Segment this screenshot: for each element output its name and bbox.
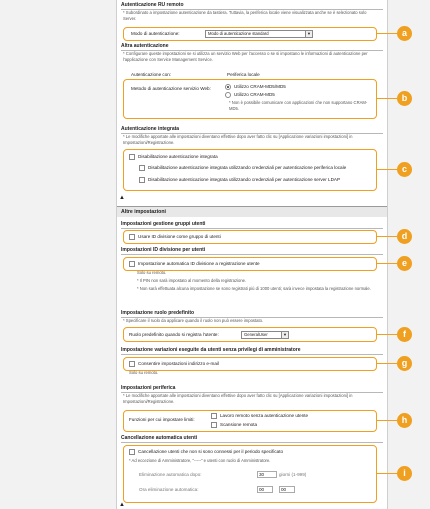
- auth-with-header: Autenticazione con:: [131, 72, 172, 77]
- radio-selected-icon: [225, 84, 231, 90]
- auto-delete-minute-input[interactable]: 00: [279, 486, 295, 493]
- default-role-value: GeneralUser: [244, 332, 268, 337]
- callout-badge-g: g: [397, 356, 412, 371]
- callout-line-a: [376, 33, 397, 34]
- auto-delete-after-label: Eliminazione automatica dopo:: [139, 472, 202, 477]
- callout-badge-c: c: [397, 162, 412, 177]
- callout-line-d: [376, 236, 397, 237]
- collapse-up-icon[interactable]: ▲: [119, 195, 125, 201]
- division-id-note-2: * Il PIN non sarà impostato al momento della registrazione.: [137, 278, 247, 283]
- limit-functions-label: Funzioni per cui impostare limiti:: [129, 417, 195, 422]
- chevron-down-icon: ▼: [281, 332, 288, 338]
- callout-line-g: [376, 363, 397, 364]
- checkbox-icon: [129, 261, 135, 267]
- callout-badge-a: a: [397, 26, 412, 41]
- cb-auto-delete-users[interactable]: Cancellazione utenti che non si sono connessi per il periodo specificato: [129, 449, 283, 455]
- cb-disable-integrated-ldap[interactable]: Disabilitazione autenticazione integrata utilizzando credenziali per autenticazione server LDAP: [139, 177, 340, 183]
- remote-auth-note: * Subordinato a impostazione autenticazione da tastiera. Tuttavia, la periferica locale viene visualizzata anche se è selezionato solo Server.: [123, 10, 367, 21]
- checkbox-icon: [129, 449, 135, 455]
- callout-line-b: [376, 98, 397, 99]
- callout-badge-i: i: [397, 466, 412, 481]
- radio-cram-md5[interactable]: Utilizzo CRAM-MD5: [225, 92, 275, 98]
- checkbox-icon: [129, 234, 135, 240]
- callout-line-e: [376, 263, 397, 264]
- division-id-note-1: Solo su remoto.: [137, 270, 167, 275]
- chevron-down-icon: ▼: [305, 31, 312, 37]
- checkbox-icon: [139, 165, 145, 171]
- section-title-division-id: Impostazioni ID divisione per utenti: [121, 247, 383, 255]
- web-auth-method-label: Metodo di autenticazione servizio Web:: [131, 86, 211, 91]
- default-role-label: Ruolo predefinito quando si registra l'utente:: [129, 332, 219, 337]
- checkbox-icon: [129, 154, 135, 160]
- callout-line-i: [376, 473, 397, 474]
- integrated-auth-note: * Le modifiche apportate alle impostazioni diventano effettive dopo aver fatto clic su [Applicazione variazioni impostazioni] in Impostazioni/Registrazione.: [123, 134, 353, 145]
- callout-badge-e: e: [397, 256, 412, 271]
- section-title-remote-auth: Autenticazione RU remoto: [121, 2, 383, 10]
- auto-delete-days-input[interactable]: 30: [257, 471, 277, 478]
- cb-auto-division-id[interactable]: Impostazione automatica ID divisione a registrazione utente: [129, 261, 260, 267]
- checkbox-icon: [211, 413, 217, 419]
- device-settings-note: * Le modifiche apportate alle impostazioni diventano effettive dopo aver fatto clic su [Applicazione variazioni impostazioni] in Impostazioni/Registrazione.: [123, 393, 353, 404]
- callout-line-c: [376, 169, 397, 170]
- default-role-note: * Specificare il ruolo da applicare quando il ruolo non può essere impostato.: [123, 318, 264, 323]
- callout-badge-d: d: [397, 229, 412, 244]
- section-title-other-auth: Altra autenticazione: [121, 43, 383, 51]
- cb-disable-integrated[interactable]: Disabilitazione autenticazione integrata: [129, 154, 218, 160]
- division-id-note-3: * Non sarà effettuata alcuna impostazione se sono registrati più di 1000 utenti; sarà invece impostata la registrazione normale.: [137, 286, 371, 291]
- callout-badge-h: h: [397, 413, 412, 428]
- cb-disable-integrated-local[interactable]: Disabilitazione autenticazione integrata utilizzando credenziali per autenticazione periferica locale: [139, 165, 346, 171]
- settings-panel: [116, 0, 388, 509]
- callout-badge-b: b: [397, 91, 412, 106]
- checkbox-icon: [211, 422, 217, 428]
- radio-cram-md5-md5[interactable]: Utilizzo CRAM-MD5/MD5: [225, 84, 286, 90]
- cb-remote-scan[interactable]: Scansione remota: [211, 422, 257, 428]
- auth-mode-select[interactable]: [205, 30, 313, 38]
- default-role-select[interactable]: [241, 331, 289, 339]
- auth-mode-value: Modo di autenticazione standard: [208, 31, 269, 36]
- cb-remote-without-auth[interactable]: Lavoro remoto senza autenticazione utente: [211, 413, 308, 419]
- auth-mode-label: Modo di autenticazione:: [131, 31, 180, 36]
- radio-icon: [225, 92, 231, 98]
- local-device-header: Periferica locale: [227, 72, 260, 77]
- section-title-default-role: Impostazione ruolo predefinito: [121, 310, 383, 318]
- cb-allow-email-settings[interactable]: Consentire impostazioni indirizzo e-mail: [129, 361, 219, 367]
- auto-delete-note: * Ad eccezione di Amministratore, "-----" e utenti con ruolo di Amministratore.: [129, 458, 271, 463]
- callout-line-f: [376, 334, 397, 335]
- section-title-integrated-auth: Autenticazione integrata: [121, 126, 383, 134]
- checkbox-icon: [129, 361, 135, 367]
- section-title-device-settings: Impostazioni periferica: [121, 385, 383, 393]
- cram-md5-note: * Non è possibile comunicare con applicazioni che non supportano CRAM-MD5.: [229, 100, 368, 111]
- section-title-auto-delete: Cancellazione automatica utenti: [121, 435, 383, 443]
- callout-badge-f: f: [397, 327, 412, 342]
- other-auth-note: * Configurare queste impostazioni se si utilizza un servizio Web per l'accesso o se si impostano le informazioni di autenticazione per l'applicazione con Service Management Service.: [123, 51, 368, 62]
- auto-delete-hour-input[interactable]: 00: [257, 486, 273, 493]
- section-title-no-admin: Impostazione variazioni eseguite da utenti senza privilegi di amministratore: [121, 347, 383, 355]
- auto-delete-days-unit: giorni (1-999): [279, 472, 307, 477]
- section-title-group-mgmt: Impostazioni gestione gruppi utenti: [121, 221, 383, 229]
- section-title-other-settings: Altre impostazioni: [117, 206, 387, 217]
- cb-division-id-as-group[interactable]: Usare ID divisione come gruppo di utenti: [129, 234, 221, 240]
- checkbox-icon: [139, 177, 145, 183]
- auto-delete-time-label: Ora eliminazione automatica:: [139, 487, 199, 492]
- collapse-up-icon[interactable]: ▲: [119, 502, 125, 508]
- callout-line-h: [376, 420, 397, 421]
- no-admin-note: Solo su remoto.: [129, 370, 159, 375]
